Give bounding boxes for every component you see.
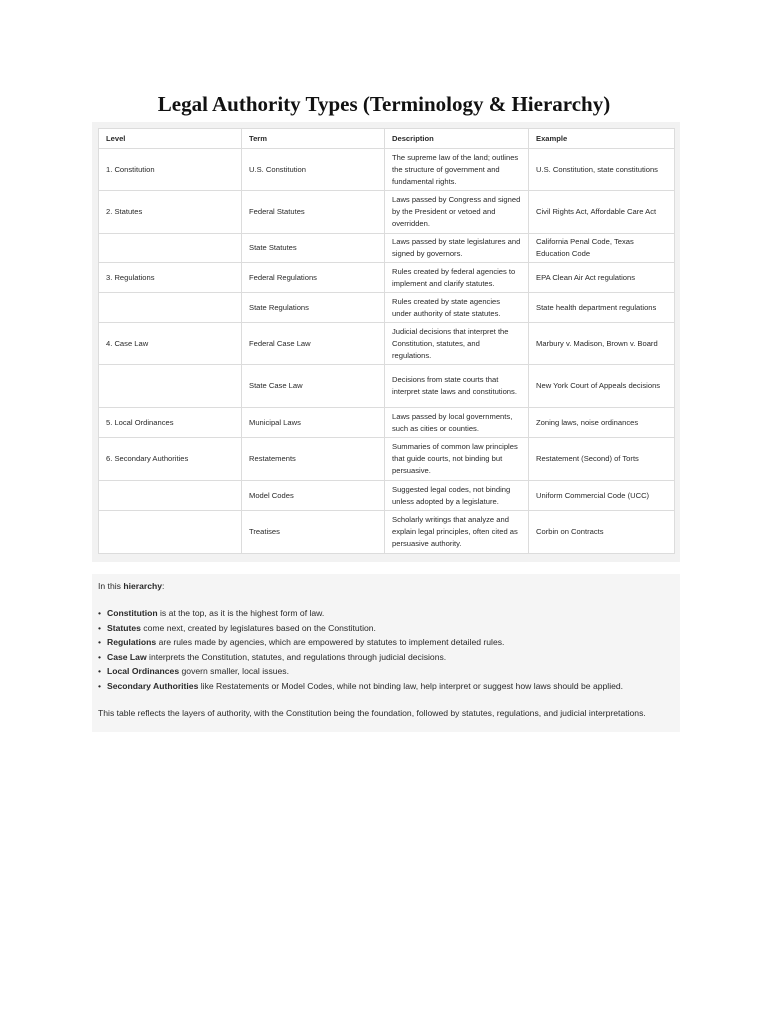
point-text: come next, created by legislatures based on the Constitution. (140, 622, 376, 633)
point-text: like Restatements or Model Codes, while not binding law, help interpret or suggest how laws should be applied. (198, 680, 624, 691)
cell-example: State health department regulations (529, 293, 675, 323)
point-term: Statutes (107, 622, 141, 633)
table-row (99, 234, 675, 263)
header-description: Description (385, 129, 529, 149)
cell-description: The supreme law of the land; outlines the structure of government and fundamental rights. (385, 149, 529, 191)
cell-example: Marbury v. Madison, Brown v. Board (529, 323, 675, 365)
point-term: Regulations (107, 637, 157, 647)
cell-term: State Statutes (242, 234, 385, 263)
cell-description: Decisions from state courts that interpret state laws and constitutions. (385, 365, 529, 408)
point-term: Constitution (107, 608, 158, 618)
cell-level: 6. Secondary Authorities (99, 438, 242, 481)
list-item (98, 664, 678, 679)
bullet-icon: • (98, 622, 102, 633)
bullet-icon: • (98, 637, 102, 647)
cell-description: Scholarly writings that analyze and explain legal principles, often cited as persuasive authority. (385, 511, 529, 554)
bullet-icon: • (98, 608, 102, 618)
cell-description: Laws passed by state legislatures and signed by governors. (385, 234, 529, 263)
header-term: Term (242, 129, 385, 149)
cell-term: Restatements (242, 438, 385, 481)
cell-level: 2. Statutes (99, 191, 242, 234)
cell-level (99, 511, 242, 554)
table-row (99, 191, 675, 234)
intro-prefix: In this (98, 581, 124, 591)
cell-term: Model Codes (242, 481, 385, 511)
cell-example: Restatement (Second) of Torts (529, 438, 675, 481)
table-row (99, 481, 675, 511)
cell-level (99, 481, 242, 511)
cell-example: Corbin on Contracts (529, 511, 675, 554)
cell-level: 1. Constitution (99, 149, 242, 191)
table-row (99, 263, 675, 293)
cell-term: Federal Case Law (242, 323, 385, 365)
table-header-row (99, 129, 675, 149)
point-text: is at the top, as it is the highest form of law. (157, 608, 325, 618)
point-text: govern smaller, local issues. (179, 666, 289, 676)
cell-example: Civil Rights Act, Affordable Care Act (529, 191, 675, 234)
cell-description: Laws passed by local governments, such as cities or counties. (385, 408, 529, 438)
cell-description: Suggested legal codes, not binding unless adopted by a legislature. (385, 481, 529, 511)
cell-description: Summaries of common law principles that guide courts, not binding but persuasive. (385, 438, 529, 481)
cell-level (99, 234, 242, 263)
list-item (98, 650, 678, 665)
cell-term: Federal Statutes (242, 191, 385, 234)
point-term: Secondary Authorities (107, 680, 199, 691)
point-text: are rules made by agencies, which are empowered by statutes to implement detailed rules. (156, 637, 505, 647)
cell-description: Rules created by state agencies under authority of state statutes. (385, 293, 529, 323)
point-term: Local Ordinances (107, 666, 180, 676)
hierarchy-section (92, 574, 680, 732)
table-row (99, 149, 675, 191)
cell-level: 3. Regulations (99, 263, 242, 293)
cell-level: 5. Local Ordinances (99, 408, 242, 438)
point-term: Case Law (107, 651, 147, 662)
cell-description: Judicial decisions that interpret the Constitution, statutes, and regulations. (385, 323, 529, 365)
table-row (99, 293, 675, 323)
bullet-icon: • (98, 680, 102, 691)
hierarchy-text (98, 580, 678, 719)
header-level: Level (99, 129, 242, 149)
cell-level (99, 365, 242, 408)
list-item (98, 679, 678, 694)
cell-term: State Regulations (242, 293, 385, 323)
cell-example: California Penal Code, Texas Education Code (529, 234, 675, 263)
cell-example: New York Court of Appeals decisions (529, 365, 675, 408)
cell-term: Treatises (242, 511, 385, 554)
table-row (99, 323, 675, 365)
legal-authority-table (98, 128, 675, 554)
cell-description: Rules created by federal agencies to implement and clarify statutes. (385, 263, 529, 293)
bullet-icon: • (98, 651, 102, 662)
point-text: interprets the Constitution, statutes, and regulations through judicial decisions. (146, 651, 447, 662)
table-row (99, 408, 675, 438)
cell-term: U.S. Constitution (242, 149, 385, 191)
cell-level: 4. Case Law (99, 323, 242, 365)
cell-example: EPA Clean Air Act regulations (529, 263, 675, 293)
list-item (98, 606, 678, 621)
header-example: Example (529, 129, 675, 149)
cell-term: Municipal Laws (242, 408, 385, 438)
hierarchy-list (98, 606, 678, 693)
list-item (98, 635, 678, 650)
list-item (98, 621, 678, 636)
cell-term: Federal Regulations (242, 263, 385, 293)
hierarchy-conclusion: This table reflects the layers of authority, with the Constitution being the foundation, followed by statutes, regulations, and judicial interpretations. (98, 708, 646, 718)
table-row (99, 511, 675, 554)
document-title: Legal Authority Types (Terminology & Hierarchy) (157, 92, 611, 116)
hierarchy-intro (98, 580, 678, 592)
cell-example: Uniform Commercial Code (UCC) (529, 481, 675, 511)
cell-description: Laws passed by Congress and signed by the President or vetoed and overridden. (385, 191, 529, 234)
bullet-icon: • (98, 666, 102, 676)
cell-level (99, 293, 242, 323)
cell-example: Zoning laws, noise ordinances (529, 408, 675, 438)
table-container (92, 122, 680, 562)
intro-suffix: : (162, 581, 165, 591)
cell-example: U.S. Constitution, state constitutions (529, 149, 675, 191)
cell-term: State Case Law (242, 365, 385, 408)
table-row (99, 438, 675, 481)
table-row (99, 365, 675, 408)
intro-bold: hierarchy (123, 581, 163, 591)
